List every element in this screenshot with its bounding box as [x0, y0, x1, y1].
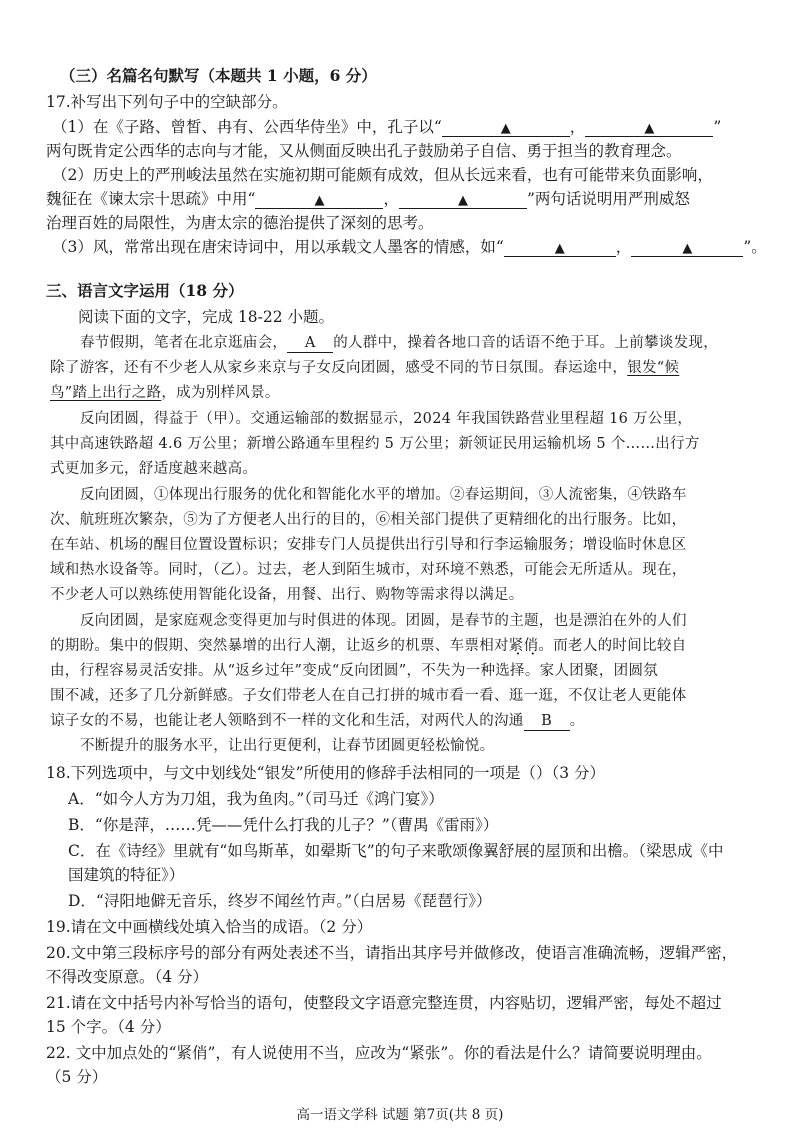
q17-part2-line1: （2）历史上的严刑峻法虽然在实施初期可能颇有成效，但从长远来看，也有可能带来负面影响， — [52, 166, 713, 184]
q22-line2: （5 分） — [46, 1068, 108, 1086]
q21-line2: 15 个字。（4 分） — [46, 1018, 171, 1036]
q17-part2-line2: 魏征在《谏太宗十思疏》中用“ ▲ ， ▲ ”两句话说明用严刑威怒 — [46, 190, 690, 208]
section-heading-language-use: 三、语言文字运用（18 分） — [46, 281, 244, 300]
emphasis-dotted-char: 俏 — [523, 638, 539, 654]
passage-line: 不断提升的服务水平，让出行更便利，让春节团圆更轻松愉悦。 — [80, 738, 495, 754]
q17-part3: （3）风，常常出现在唐宋诗词中，用以承载文人墨客的情感，如“ ▲ ， ▲ ”。 — [52, 238, 767, 256]
passage-line: 式更加多元，舒适度越来越高。 — [50, 461, 258, 477]
passage-line: 围不减，还多了几分新鲜感。子女们带老人在自己打拼的城市看一看、逛一逛，不仅让老人更能体 — [50, 688, 687, 704]
q17-part2-line3: 治理百姓的局限性，为唐太宗的德治提供了深刻的思考。 — [46, 214, 434, 232]
passage-line: 在车站、机场的醒目位置设置标识；安排专门人员提供出行引导和行李运输服务；增设临时休息区 — [50, 537, 687, 553]
q18-option-c-cont: 国建筑的特征》） — [68, 866, 185, 884]
emphasis-dotted-char: 紧 — [508, 638, 524, 654]
q17-part1-line2: 两句既肯定公西华的志向与才能，又从侧面反映出孔子鼓励弟子自信、勇于担当的教育理念。 — [46, 142, 682, 160]
underlined-phrase: 鸟”踏上出行之路 — [50, 385, 162, 401]
passage-blank-a[interactable]: A — [287, 335, 333, 353]
q18-option-a[interactable]: A．“如今人方为刀俎，我为鱼肉。”（司马迁《鸿门宴》） — [68, 790, 444, 808]
q17-stem: 17.补写出下列句子中的空缺部分。 — [46, 93, 288, 111]
passage-line: 次、航班班次繁杂，⑤为了方便老人出行的目的，⑥相关部门提供了更精细化的出行服务。比如， — [50, 512, 687, 528]
page-footer: 高一语文学科 试题 第7页(共 8 页) — [296, 1107, 504, 1123]
passage-line: 的期盼。集中的假期、突然暴增的出行人潮，让返乡的机票、车票相对紧俏。而老人的时间比较自 — [50, 638, 687, 654]
q17-part1-line1: （1）在《子路、曾皙、冉有、公西华侍坐》中，孔子以“ ▲ ， ▲ ” — [52, 118, 722, 136]
q18-option-d[interactable]: D．“浔阳地僻无音乐，终岁不闻丝竹声。”（白居易《琵琶行》） — [68, 892, 492, 910]
answer-blank[interactable]: ▲ — [504, 239, 616, 257]
passage-line: 除了游客，还有不少老人从家乡来京与子女反向团圆，感受不同的节日氛围。春运途中，银发“候 — [50, 360, 680, 376]
passage-line: 反向团圆，①体现出行服务的优化和智能化水平的增加。②春运期间，③人流密集，④铁路车 — [80, 487, 687, 503]
q19: 19.请在文中画横线处填入恰当的成语。（2 分） — [46, 918, 373, 936]
q20-line1: 20.文中第三段标序号的部分有两处表述不当，请指出其序号并做修改，使语言准确流畅，逻辑严密， — [46, 944, 738, 962]
q18-stem: 18.下列选项中，与文中划线处“银发”所使用的修辞手法相同的一项是（）（3 分） — [46, 764, 606, 782]
q18-option-b[interactable]: B．“你是萍，……凭——凭什么打我的儿子？”（曹禺《雷雨》） — [68, 816, 499, 834]
reading-intro: 阅读下面的文字，完成 18-22 小题。 — [78, 308, 335, 326]
answer-blank[interactable]: ▲ — [255, 191, 383, 209]
answer-blank[interactable]: ▲ — [399, 191, 527, 209]
section-heading-recitation: （三）名篇名句默写（本题共 1 小题，6 分） — [60, 66, 377, 85]
passage-blank-b[interactable]: B — [524, 713, 570, 731]
answer-blank[interactable]: ▲ — [631, 239, 743, 257]
passage-line: 其中高速铁路超 4.6 万公里；新增公路通车里程约 5 万公里；新领证民用运输机场 5 个……出行方 — [50, 436, 700, 452]
passage-line: 谅子女的不易，也能让老人领略到不一样的文化和生活，对两代人的沟通 B 。 — [50, 713, 585, 729]
passage-line: 不少老人可以熟练使用智能化设备，用餐、出行、购物等需求得以满足。 — [50, 587, 524, 603]
passage-line: 由，行程容易灵活安排。从“返乡过年”变成“反向团圆”，不失为一种选择。家人团聚，团圆氛 — [50, 663, 659, 679]
q22-line1: 22. 文中加点处的“紧俏”，有人说使用不当，应改为“紧张”。你的看法是什么？请简要说明理由。 — [46, 1044, 712, 1062]
q18-option-c[interactable]: C．在《诗经》里就有“如鸟斯革，如翚斯飞”的句子来歌颂像翼舒展的屋顶和出檐。（梁思成《中 — [68, 842, 724, 860]
answer-blank[interactable]: ▲ — [442, 119, 570, 137]
underlined-phrase: 银发“候 — [627, 360, 680, 376]
passage-line: 域和热水设备等。同时，（乙）。过去，老人到陌生城市，对环境不熟悉，可能会无所适从。现在， — [50, 562, 687, 578]
passage-line: 春节假期，笔者在北京逛庙会， A 的人群中，操着各地口音的话语不绝于耳。上前攀谈发现， — [80, 335, 719, 351]
passage-line: 鸟”踏上出行之路，成为别样风景。 — [50, 385, 280, 401]
q21-line1: 21.请在文中括号内补写恰当的语句，使整段文字语意完整连贯，内容贴切，逻辑严密，每处不超过 — [46, 994, 722, 1012]
passage-line: 反向团圆，是家庭观念变得更加与时俱进的体现。团圆，是春节的主题，也是漂泊在外的人们 — [80, 613, 687, 629]
passage-line: 反向团圆，得益于（甲）。交通运输部的数据显示，2024 年我国铁路营业里程超 16 万公里， — [80, 411, 693, 427]
answer-blank[interactable]: ▲ — [585, 119, 713, 137]
q20-line2: 不得改变原意。（4 分） — [46, 968, 209, 986]
